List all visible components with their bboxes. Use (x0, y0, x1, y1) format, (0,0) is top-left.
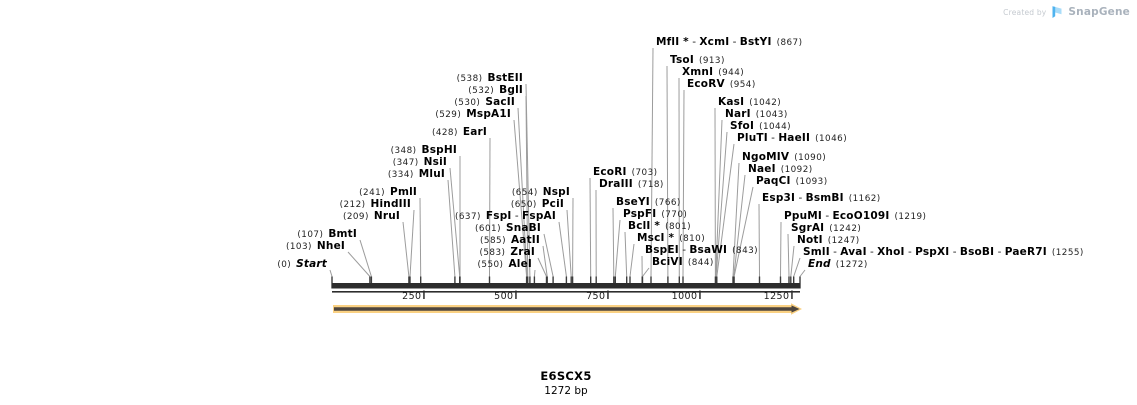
site-position: (209) (342, 212, 369, 222)
site-position: (843) (732, 246, 759, 256)
site-position: (637) (454, 212, 481, 222)
enzyme-site-label: MflI * - XcmI - BstYI (867) (656, 36, 803, 48)
site-position: (1090) (794, 153, 827, 163)
enzyme-site-label: Esp3I - BsmBI (1162) (762, 192, 881, 204)
enzyme-site-label: (212) HindIII (339, 198, 411, 210)
site-position: (348) (390, 146, 417, 156)
site-position: (867) (776, 38, 803, 48)
enzyme-site-label: (583) ZraI (479, 246, 535, 258)
map-endpoint-label: (0) Start (277, 258, 327, 270)
enzyme-site-label: NarI (1043) (725, 108, 788, 120)
site-position: (550) (477, 260, 504, 270)
enzyme-site-label: EcoRV (954) (687, 78, 756, 90)
sequence-length: 1272 bp (544, 385, 588, 397)
enzyme-site-label: (428) EarI (431, 126, 487, 138)
site-position: (103) (286, 242, 312, 252)
enzyme-site-label: EcoRI (703) (593, 166, 658, 178)
site-position: (1272) (835, 260, 868, 270)
site-position: (1162) (848, 194, 881, 204)
site-position: (1219) (894, 212, 927, 222)
enzyme-site-label: (529) MspA1I (435, 108, 511, 120)
site-position: (334) (387, 170, 414, 180)
enzyme-site-label: PpuMI - EcoO109I (1219) (784, 210, 927, 222)
site-position: (650) (510, 200, 537, 210)
site-position: (583) (479, 248, 506, 258)
enzyme-site-label: (650) PciI (510, 198, 564, 210)
watermark-prefix: Created by (1003, 7, 1047, 17)
site-position: (944) (718, 68, 745, 78)
site-position: (1093) (795, 177, 828, 187)
site-position: (766) (654, 198, 681, 208)
enzyme-site-label: (654) NspI (511, 186, 570, 198)
enzyme-site-label: BclI * (801) (628, 220, 691, 232)
enzyme-site-label: (550) AleI (477, 258, 532, 270)
enzyme-site-label: NgoMIV (1090) (742, 151, 827, 163)
site-position: (347) (392, 158, 419, 168)
site-position: (801) (665, 222, 691, 232)
enzyme-site-label: (334) MluI (387, 168, 445, 180)
enzyme-site-label: TsoI (913) (670, 54, 725, 66)
site-position: (538) (456, 74, 483, 84)
enzyme-site-label: BciVI (844) (652, 256, 714, 268)
site-position: (601) (475, 224, 501, 234)
site-position: (1242) (829, 224, 862, 234)
enzyme-site-label: NotI (1247) (797, 234, 860, 246)
site-position: (428) (431, 128, 458, 138)
enzyme-site-label: (241) PmlI (359, 186, 417, 198)
site-position: (1092) (780, 165, 813, 175)
enzyme-site-label: SmlI - AvaI - XhoI - PspXI - BsoBI - PaeR7I (1255) (803, 246, 1084, 258)
enzyme-site-label: (530) SacII (454, 96, 515, 108)
watermark-brand: SnapGene (1068, 6, 1130, 18)
map-endpoint-label: End (1272) (808, 258, 868, 270)
site-position: (654) (511, 188, 538, 198)
enzyme-site-label: (532) BglI (468, 84, 523, 96)
site-position: (810) (679, 234, 706, 244)
site-position: (1046) (815, 134, 848, 144)
site-position: (0) (277, 260, 292, 270)
site-position: (844) (687, 258, 714, 268)
enzyme-site-label: NaeI (1092) (748, 163, 813, 175)
enzyme-site-label: SfoI (1044) (730, 120, 792, 132)
enzyme-site-label: (637) FspI - FspAI (454, 210, 556, 222)
map-title (540, 369, 591, 397)
enzyme-site-label: SgrAI (1242) (791, 222, 862, 234)
site-position: (1044) (759, 122, 792, 132)
enzyme-site-label: DraIII (718) (599, 178, 664, 190)
enzyme-site-label: (347) NsiI (392, 156, 447, 168)
ruler-tick-label: 1250 (763, 291, 790, 302)
site-position: (532) (468, 86, 495, 96)
site-position: (913) (698, 56, 725, 66)
ruler-tick-label: 500 (494, 291, 514, 302)
enzyme-site-label: (538) BstEII (456, 72, 523, 84)
ruler-tick-label: 750 (586, 291, 606, 302)
enzyme-site-label: (601) SnaBI (475, 222, 541, 234)
site-position: (585) (480, 236, 506, 246)
site-position: (1255) (1051, 248, 1084, 258)
site-position: (703) (631, 168, 658, 178)
site-position: (529) (435, 110, 462, 120)
site-position: (954) (729, 80, 756, 90)
sequence-name: E6SCX5 (540, 369, 592, 383)
enzyme-site-label: MscI * (810) (637, 232, 706, 244)
enzyme-site-label: PspFI (770) (623, 208, 688, 220)
enzyme-site-label: XmnI (944) (682, 66, 745, 78)
enzyme-site-label: (209) NruI (342, 210, 400, 222)
site-position: (770) (661, 210, 688, 220)
site-position: (718) (637, 180, 664, 190)
enzyme-site-label: KasI (1042) (718, 96, 782, 108)
enzyme-site-label: (107) BmtI (297, 228, 357, 240)
enzyme-site-label: (585) AatII (480, 234, 540, 246)
site-position: (107) (297, 230, 324, 240)
site-position: (1247) (827, 236, 860, 246)
enzyme-site-label: BseYI (766) (616, 196, 681, 208)
enzyme-site-label: BspEI - BsaWI (843) (645, 244, 759, 256)
site-position: (530) (454, 98, 481, 108)
ruler-tick-label: 1000 (671, 291, 698, 302)
site-position: (241) (359, 188, 386, 198)
enzyme-site-label: (348) BspHI (390, 144, 457, 156)
ruler-tick-label: 250 (402, 291, 422, 302)
enzyme-site-label: PluTI - HaeII (1046) (737, 132, 848, 144)
enzyme-site-label: (103) NheI (286, 240, 345, 252)
site-position: (1043) (755, 110, 788, 120)
site-position: (212) (339, 200, 366, 210)
site-position: (1042) (749, 98, 782, 108)
enzyme-site-label: PaqCI (1093) (756, 175, 828, 187)
